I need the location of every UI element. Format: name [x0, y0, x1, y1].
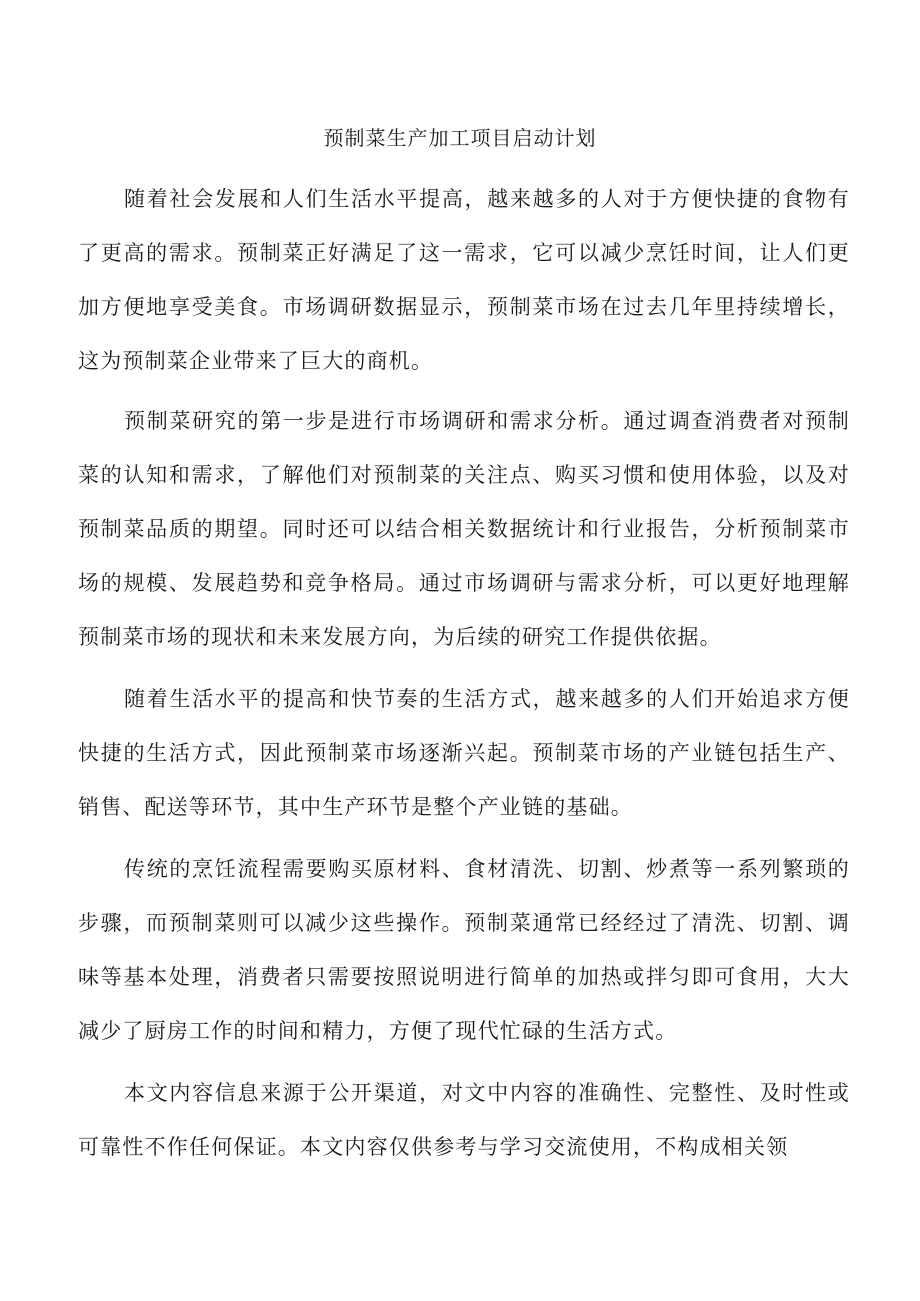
- paragraph-market-demand: 随着社会发展和人们生活水平提高，越来越多的人对于方便快捷的食物有了更高的需求。预制菜正好满足了这一需求，它可以减少烹饪时间，让人们更加方便地享受美食。市场调研数据显示，预制菜市场在过去几年里持续增长，这为预制菜企业带来了巨大的商机。: [78, 187, 850, 373]
- paragraph-industry-chain: 随着生活水平的提高和快节奏的生活方式，越来越多的人们开始追求方便快捷的生活方式，因此预制菜市场逐渐兴起。预制菜市场的产业链包括生产、销售、配送等环节，其中生产环节是整个产业链的基础。: [78, 687, 850, 819]
- paragraph-cooking-process: 传统的烹饪流程需要购买原材料、食材清洗、切割、炒煮等一系列繁琐的步骤，而预制菜则可以减少这些操作。预制菜通常已经经过了清洗、切割、调味等基本处理，消费者只需要按照说明进行简单的加热或拌匀即可食用，大大减少了厨房工作的时间和精力，方便了现代忙碌的生活方式。: [78, 857, 850, 1043]
- paragraph-market-research: 预制菜研究的第一步是进行市场调研和需求分析。通过调查消费者对预制菜的认知和需求，了解他们对预制菜的关注点、购买习惯和使用体验，以及对预制菜品质的期望。同时还可以结合相关数据统计和行业报告，分析预制菜市场的规模、发展趋势和竞争格局。通过市场调研与需求分析，可以更好地理解预制菜市场的现状和未来发展方向，为后续的研究工作提供依据。: [78, 409, 850, 649]
- paragraph-disclaimer: 本文内容信息来源于公开渠道，对文中内容的准确性、完整性、及时性或可靠性不作任何保证。本文内容仅供参考与学习交流使用，不构成相关领: [78, 1081, 850, 1159]
- document-title: 预制菜生产加工项目启动计划: [323, 126, 597, 150]
